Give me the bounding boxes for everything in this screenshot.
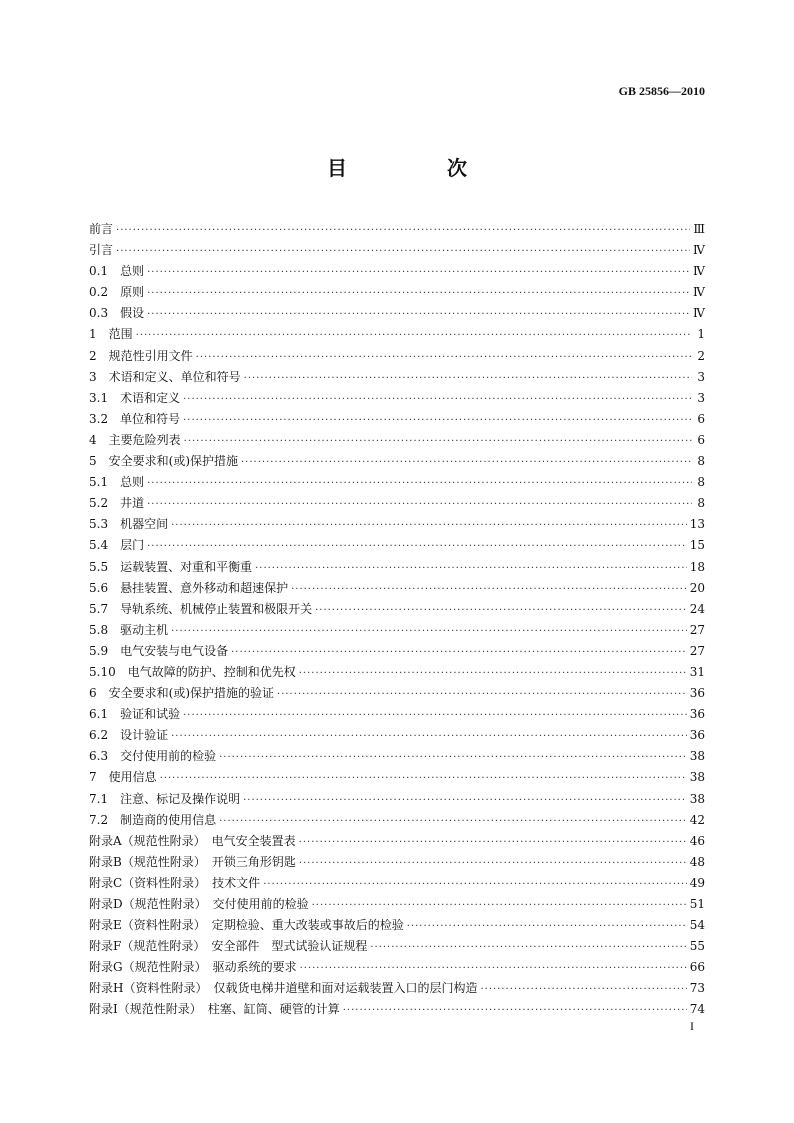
toc-leader-dots xyxy=(183,389,692,410)
toc-entry[interactable] xyxy=(89,430,705,451)
toc-entry-page: 3 xyxy=(697,369,705,384)
toc-leader-dots xyxy=(219,811,687,832)
toc-entry-page: 51 xyxy=(689,897,705,911)
toc-entry[interactable] xyxy=(89,662,705,683)
toc-entry-label: 5.7 导轨系统、机械停止装置和极限开关 xyxy=(89,601,313,616)
toc-leader-dots xyxy=(183,410,692,431)
toc-entry-page: 74 xyxy=(689,1002,705,1017)
toc-entry-label: 0.2 原则 xyxy=(89,285,145,300)
toc-leader-dots xyxy=(480,979,686,1000)
toc-entry[interactable] xyxy=(89,789,705,810)
toc-leader-dots xyxy=(244,368,692,389)
toc-leader-dots xyxy=(183,705,687,726)
toc-entry-page: 2 xyxy=(697,348,705,363)
toc-entry-label: 5.5 运载装置、对重和平衡重 xyxy=(89,559,253,574)
toc-entry[interactable] xyxy=(89,999,705,1020)
toc-leader-dots xyxy=(147,283,690,304)
toc-leader-dots xyxy=(147,494,692,515)
toc-entry-page: 49 xyxy=(689,875,705,890)
toc-entry-label: 0.1 总则 xyxy=(89,264,145,279)
toc-entry-label: 5.4 层门 xyxy=(89,538,145,553)
toc-entry[interactable] xyxy=(89,852,705,873)
toc-entry-page: 8 xyxy=(697,475,705,490)
toc-entry-page: Ⅲ xyxy=(693,222,705,236)
toc-entry[interactable] xyxy=(89,324,705,345)
toc-entry-page: 6 xyxy=(697,411,705,426)
toc-entry-page: 48 xyxy=(689,854,705,869)
toc-leader-dots xyxy=(171,621,687,642)
toc-entry-page: Ⅳ xyxy=(693,264,705,279)
toc-entry-label: 6.1 验证和试验 xyxy=(89,707,181,722)
toc-entry-page: 38 xyxy=(689,791,705,806)
toc-entry-label: 附录A（规范性附录） 电气安全装置表 xyxy=(89,833,296,848)
toc-entry-label: 6 安全要求和(或)保护措施的验证 xyxy=(89,686,274,701)
toc-entry[interactable] xyxy=(89,746,705,767)
toc-leader-dots xyxy=(116,241,690,262)
toc-leader-dots xyxy=(147,536,687,557)
toc-entry-label: 附录I（规范性附录） 柱塞、缸筒、硬管的计算 xyxy=(89,1002,340,1017)
toc-entry-page: 3 xyxy=(697,390,705,405)
toc-entry[interactable] xyxy=(89,578,705,599)
toc-entry[interactable] xyxy=(89,936,705,957)
toc-entry-label: 7.2 制造商的使用信息 xyxy=(89,812,217,827)
toc-leader-dots xyxy=(147,473,692,494)
toc-entry-page: 42 xyxy=(689,812,705,827)
toc-entry-label: 附录B（规范性附录） 开锁三角形钥匙 xyxy=(89,854,296,869)
toc-leader-dots xyxy=(219,747,687,768)
toc-leader-dots xyxy=(160,768,687,789)
toc-entry[interactable] xyxy=(89,282,705,303)
toc-entry[interactable] xyxy=(89,240,705,261)
toc-entry-page: Ⅳ xyxy=(693,285,705,300)
toc-entry-page: 36 xyxy=(689,728,705,743)
toc-leader-dots xyxy=(299,663,687,684)
toc-entry[interactable] xyxy=(89,978,705,999)
toc-leader-dots xyxy=(263,874,687,895)
toc-entry[interactable] xyxy=(89,557,705,578)
toc-entry-label: 7.1 注意、标记及操作说明 xyxy=(89,791,241,806)
toc-entry-label: 5.1 总则 xyxy=(89,475,145,490)
toc-entry-label: 7 使用信息 xyxy=(89,770,157,785)
toc-leader-dots xyxy=(312,895,687,916)
toc-leader-dots xyxy=(171,515,687,536)
toc-entry-label: 5.9 电气安装与电气设备 xyxy=(89,643,229,658)
toc-entry-page: 8 xyxy=(697,496,705,511)
page-title: 目 次 xyxy=(327,156,507,180)
toc-entry-label: 前言 xyxy=(89,222,114,236)
toc-entry[interactable] xyxy=(89,725,705,746)
standard-code: GB 25856—2010 xyxy=(618,84,705,98)
toc-entry-page: 27 xyxy=(689,643,705,658)
toc-leader-dots xyxy=(315,600,687,621)
toc-entry[interactable] xyxy=(89,704,705,725)
toc-entry[interactable] xyxy=(89,620,705,641)
toc-leader-dots xyxy=(300,958,687,979)
toc-leader-dots xyxy=(136,325,692,346)
toc-entry[interactable] xyxy=(89,409,705,430)
toc-entry[interactable] xyxy=(89,535,705,556)
toc-leader-dots xyxy=(116,220,690,241)
toc-entry-label: 5.2 井道 xyxy=(89,496,145,511)
toc-entry-page: 15 xyxy=(689,538,705,553)
toc-entry-label: 附录F（规范性附录） 安全部件 型式试验认证规程 xyxy=(89,939,368,954)
toc-leader-dots xyxy=(370,937,686,958)
toc-entry-label: 附录G（规范性附录） 驱动系统的要求 xyxy=(89,960,297,975)
toc-entry-label: 6.2 设计验证 xyxy=(89,728,169,743)
toc-entry-page: 54 xyxy=(689,918,705,933)
toc-entry[interactable] xyxy=(89,472,705,493)
toc-entry[interactable] xyxy=(89,367,705,388)
toc-leader-dots xyxy=(171,726,687,747)
toc-leader-dots xyxy=(147,262,690,283)
toc-entry-page: 1 xyxy=(697,327,705,342)
toc-entry[interactable] xyxy=(89,683,705,704)
toc-entry-page: 13 xyxy=(689,517,705,532)
toc-entry-label: 5.10 电气故障的防护、控制和优先权 xyxy=(89,664,296,679)
toc-entry-page: 31 xyxy=(689,664,705,679)
toc-entry-page: 55 xyxy=(689,939,705,954)
toc-entry[interactable] xyxy=(89,810,705,831)
toc-entry-label: 附录E（资料性附录） 定期检验、重大改装或事故后的检验 xyxy=(89,918,404,933)
toc-entry[interactable] xyxy=(89,388,705,409)
toc-entry[interactable] xyxy=(89,873,705,894)
toc-entry-label: 附录H（资料性附录） 仅载货电梯井道壁和面对运载装置入口的层门构造 xyxy=(89,981,478,996)
toc-leader-dots xyxy=(243,790,687,811)
toc-entry-label: 3.1 术语和定义 xyxy=(89,390,181,405)
toc-entry[interactable] xyxy=(89,493,705,514)
toc-entry[interactable] xyxy=(89,894,705,915)
toc-leader-dots xyxy=(291,579,687,600)
toc-entry-label: 5.6 悬挂装置、意外移动和超速保护 xyxy=(89,580,289,595)
toc-entry-label: 2 规范性引用文件 xyxy=(89,348,193,363)
toc-entry[interactable] xyxy=(89,261,705,282)
toc-entry[interactable] xyxy=(89,641,705,662)
toc-entry-page: 36 xyxy=(689,707,705,722)
toc-entry-label: 附录C（资料性附录） 技术文件 xyxy=(89,875,261,890)
toc-entry-page: 66 xyxy=(689,960,705,975)
page-number: I xyxy=(690,1019,694,1033)
toc-leader-dots xyxy=(299,853,687,874)
toc-entry-label: 1 范围 xyxy=(89,327,133,342)
toc-entry[interactable] xyxy=(89,599,705,620)
toc-leader-dots xyxy=(277,684,687,705)
toc-entry-label: 5 安全要求和(或)保护措施 xyxy=(89,454,238,469)
toc-entry-page: 73 xyxy=(689,981,705,996)
toc-entry[interactable] xyxy=(89,514,705,535)
toc-entry-page: 36 xyxy=(689,686,705,701)
toc-entry-label: 附录D（规范性附录） 交付使用前的检验 xyxy=(89,897,309,911)
toc-entry-page: Ⅳ xyxy=(693,243,705,258)
toc-entry-label: 0.3 假设 xyxy=(89,306,145,321)
toc-entry[interactable] xyxy=(89,831,705,852)
toc-leader-dots xyxy=(407,916,687,937)
toc-entry-label: 5.8 驱动主机 xyxy=(89,622,169,637)
toc-entry[interactable] xyxy=(89,219,705,240)
toc-entry-label: 4 主要危险列表 xyxy=(89,432,181,447)
toc-entry[interactable] xyxy=(89,915,705,936)
toc-entry-label: 6.3 交付使用前的检验 xyxy=(89,749,217,764)
toc-entry-page: 46 xyxy=(689,833,705,848)
toc-entry-page: 20 xyxy=(689,580,705,595)
table-of-contents xyxy=(89,219,705,1021)
toc-leader-dots xyxy=(196,347,692,368)
toc-entry-page: 18 xyxy=(689,559,705,574)
toc-entry-label: 5.3 机器空间 xyxy=(89,517,169,532)
toc-leader-dots xyxy=(299,832,687,853)
toc-entry-page: Ⅳ xyxy=(693,306,705,321)
toc-entry-label: 3.2 单位和符号 xyxy=(89,411,181,426)
toc-entry-page: 6 xyxy=(697,432,705,447)
toc-entry[interactable] xyxy=(89,451,705,472)
toc-entry-page: 27 xyxy=(689,622,705,637)
toc-leader-dots xyxy=(231,642,687,663)
toc-entry-page: 8 xyxy=(697,454,705,469)
toc-entry-page: 24 xyxy=(689,601,705,616)
toc-leader-dots xyxy=(184,431,692,452)
toc-leader-dots xyxy=(343,1000,687,1021)
toc-leader-dots xyxy=(255,558,687,579)
toc-entry-page: 38 xyxy=(689,770,705,785)
toc-entry[interactable] xyxy=(89,767,705,788)
toc-entry[interactable] xyxy=(89,346,705,367)
toc-leader-dots xyxy=(241,452,692,473)
toc-entry[interactable] xyxy=(89,957,705,978)
toc-entry-label: 引言 xyxy=(89,243,114,258)
toc-leader-dots xyxy=(147,304,690,325)
toc-entry-label: 3 术语和定义、单位和符号 xyxy=(89,369,241,384)
toc-entry-page: 38 xyxy=(689,749,705,764)
toc-entry[interactable] xyxy=(89,303,705,324)
